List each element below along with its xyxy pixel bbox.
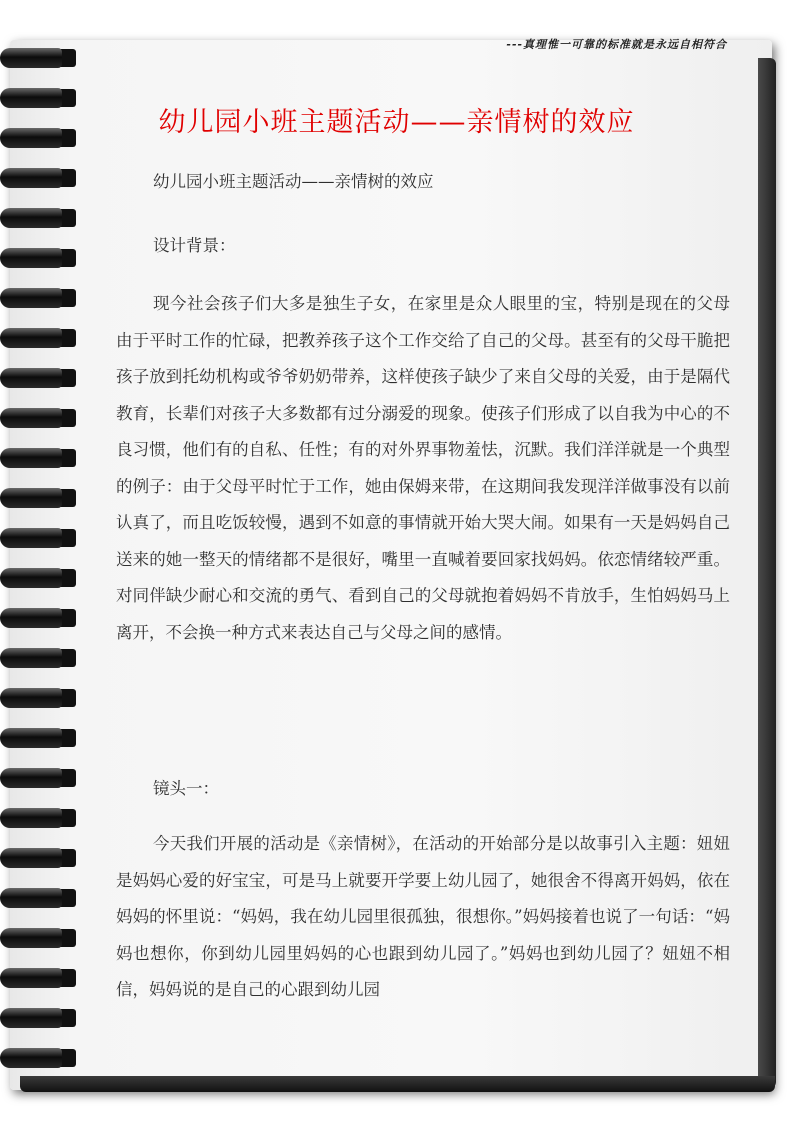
spiral-ring xyxy=(0,1048,62,1068)
spiral-ring xyxy=(0,328,62,348)
spiral-ring xyxy=(0,448,62,468)
background-paragraph: 现今社会孩子们大多是独生子女，在家里是众人眼里的宝，特别是现在的父母由于平时工作的忙碌，把教养孩子这个工作交给了自己的父母。甚至有的父母干脆把孩子放到托幼机构或爷爷奶奶带养，这样使孩子缺少了来自父母的关爱，由于是隔代教育，长辈们对孩子大多数都有过分溺爱的现象。使孩子们形成了以自我为中心的不良习惯，他们有的自私、任性；有的对外界事物羞怯，沉默。我们洋洋就是一个典型的例子：由于父母平时忙于工作，她由保姆来带，在这期间我发现洋洋做事没有以前认真了，而且吃饭较慢，遇到不如意的事情就开始大哭大闹。如果有一天是妈妈自己送来的她一整天的情绪都不是很好，嘴里一直喊着要回家找妈妈。依恋情绪较严重。对同伴缺少耐心和交流的勇气、看到自己的父母就抱着妈妈不肯放手，生怕妈妈马上离开，不会换一种方式来表达自己与父母之间的感情。 xyxy=(116,294,730,642)
page-edge xyxy=(758,58,776,1088)
scene1-paragraph: 今天我们开展的活动是《亲情树》，在活动的开始部分是以故事引入主题：妞妞是妈妈心爱的好宝宝，可是马上就要开学要上幼儿园了，她很舍不得离开妈妈，依在妈妈的怀里说：“妈妈，我在幼儿园里很孤独，很想你。”妈妈接着也说了一句话：“妈妈也想你，你到幼儿园里妈妈的心也跟到幼儿园了。”妈妈也到幼儿园了？妞妞不相信，妈妈说的是自己的心跟到幼儿园 xyxy=(116,834,730,999)
spiral-ring xyxy=(0,808,62,828)
spiral-ring xyxy=(0,768,62,788)
document-title: 幼儿园小班主题活动——亲情树的效应 xyxy=(158,107,635,138)
spiral-ring xyxy=(0,568,62,588)
spiral-ring xyxy=(0,528,62,548)
spiral-ring xyxy=(0,848,62,868)
spiral-ring xyxy=(0,648,62,668)
spiral-ring xyxy=(0,688,62,708)
spiral-ring xyxy=(0,968,62,988)
section-label-background: 设计背景： xyxy=(153,236,236,255)
spiral-binding xyxy=(0,40,80,1090)
header-motto: ---真理惟一可靠的标准就是永远自相符合 xyxy=(506,38,727,51)
page-bottom-edge xyxy=(20,1076,775,1092)
spiral-ring xyxy=(0,48,62,68)
spiral-ring xyxy=(0,488,62,508)
document-subtitle: 幼儿园小班主题活动——亲情树的效应 xyxy=(153,172,434,191)
spiral-ring xyxy=(0,288,62,308)
spiral-ring xyxy=(0,368,62,388)
spiral-ring xyxy=(0,1008,62,1028)
section-label-scene1: 镜头一： xyxy=(153,779,219,798)
spiral-ring xyxy=(0,168,62,188)
spiral-ring xyxy=(0,728,62,748)
spiral-ring xyxy=(0,408,62,428)
spiral-ring xyxy=(0,928,62,948)
spiral-ring xyxy=(0,208,62,228)
spiral-ring xyxy=(0,608,62,628)
spiral-ring xyxy=(0,888,62,908)
spiral-ring xyxy=(0,248,62,268)
